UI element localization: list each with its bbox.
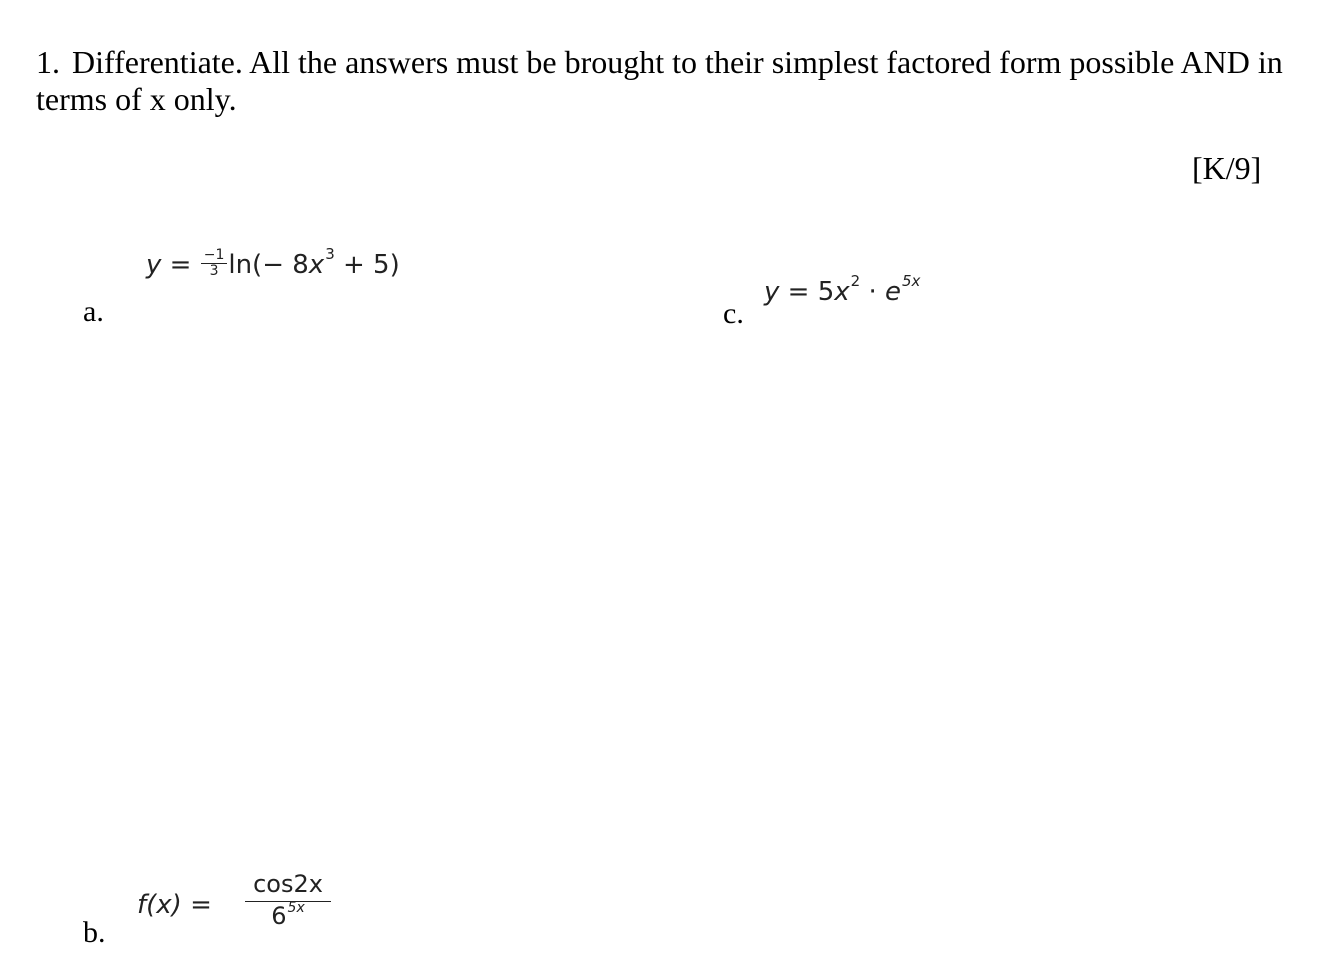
part-c-exponent: 2 bbox=[850, 272, 861, 290]
part-b-equals: = bbox=[190, 890, 212, 920]
question-prompt bbox=[36, 44, 1306, 118]
part-a-label: a. bbox=[83, 295, 104, 328]
part-a-coefficient-fraction bbox=[201, 248, 228, 279]
question-instructions: Differentiate. All the answers must be brought to their simplest factored form possible AND in terms of x only. bbox=[36, 44, 1283, 117]
part-b-lhs: f(x) bbox=[137, 890, 182, 920]
part-a-equation bbox=[146, 245, 400, 283]
part-c-dot: · bbox=[868, 277, 877, 307]
part-a-function-tail: + 5) bbox=[334, 250, 400, 280]
part-b-label: b. bbox=[83, 916, 106, 949]
part-a-lhs: y bbox=[146, 250, 162, 280]
part-b-denominator-base: 6 bbox=[271, 902, 287, 930]
part-c-base-exponent: 5x bbox=[902, 272, 921, 290]
part-b-fraction bbox=[245, 870, 331, 934]
part-a-equals: = bbox=[169, 250, 192, 280]
part-c-coefficient: 5 bbox=[817, 277, 835, 307]
question-number: 1. bbox=[36, 44, 60, 80]
part-a-exponent: 3 bbox=[325, 245, 335, 263]
part-c-base: e bbox=[885, 277, 901, 307]
part-b-lhs-group bbox=[137, 890, 212, 920]
part-b-denominator bbox=[245, 902, 331, 934]
part-b-denominator-exponent: 5x bbox=[287, 900, 305, 916]
part-c-variable: x bbox=[834, 277, 850, 307]
part-c-label: c. bbox=[723, 297, 744, 330]
part-c-equation bbox=[764, 272, 921, 310]
part-c-equals: = bbox=[787, 277, 810, 307]
part-c-lhs: y bbox=[764, 277, 780, 307]
part-a-coefficient-numerator: −1 bbox=[201, 248, 228, 264]
part-a-variable: x bbox=[308, 250, 325, 280]
marks-label: [K/9] bbox=[1192, 150, 1262, 186]
part-a-coefficient-denominator: 3 bbox=[209, 263, 219, 279]
part-b-numerator: cos2x bbox=[245, 870, 331, 902]
part-a-function-open: ln(− 8 bbox=[228, 250, 309, 280]
